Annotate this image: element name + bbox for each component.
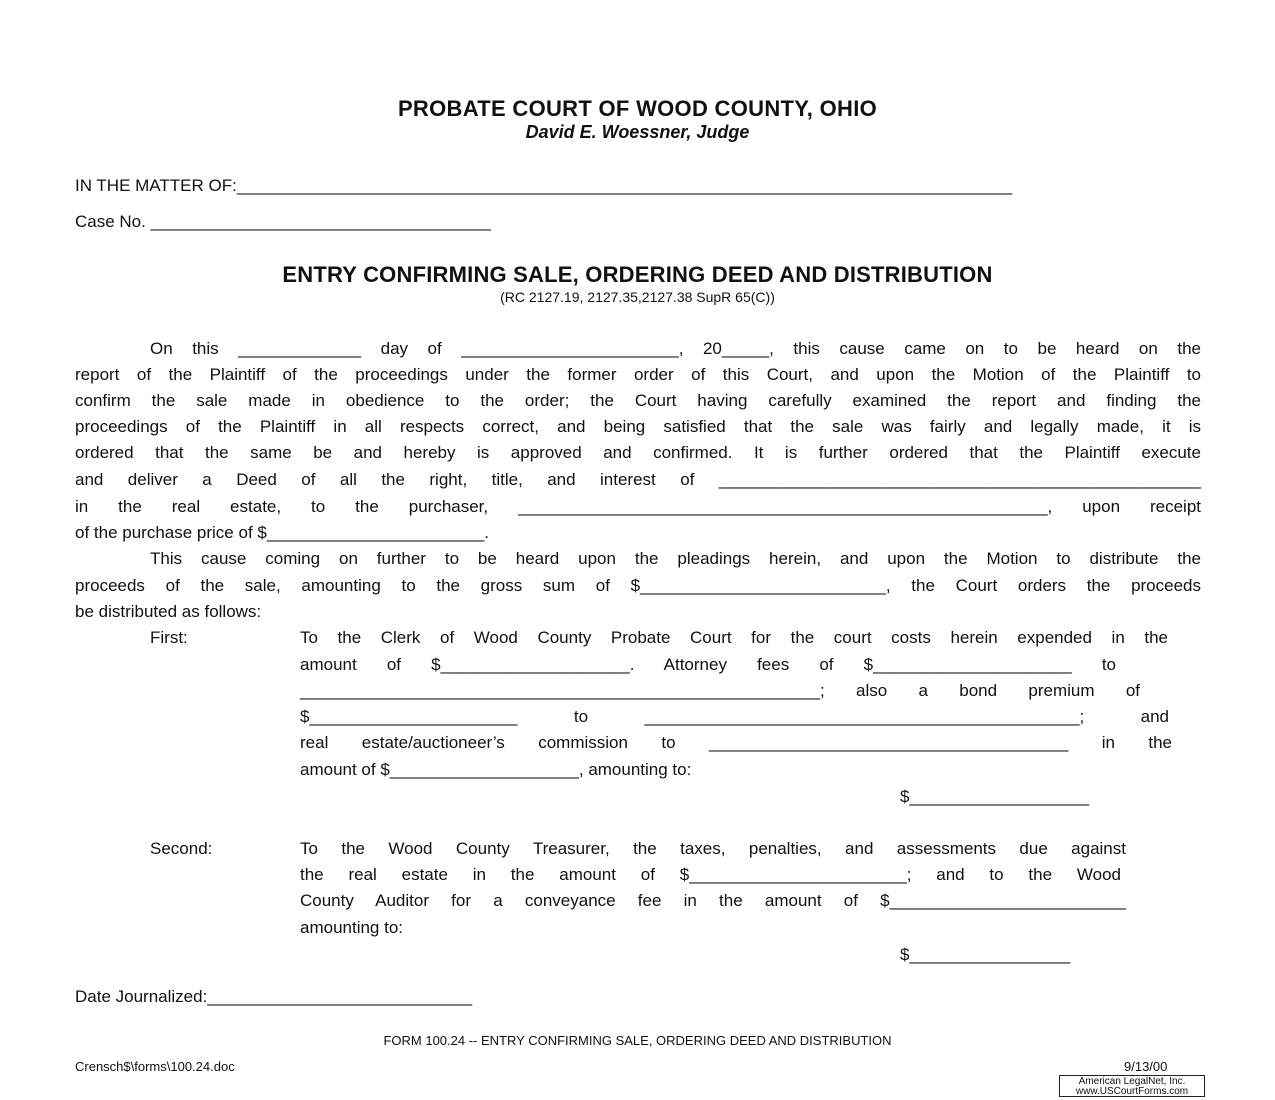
- second-line: County Auditor for a conveyance fee in the amount of $_________________________: [300, 891, 1126, 910]
- statute-reference: (RC 2127.19, 2127.35,2127.38 SupR 65(C)): [500, 289, 775, 305]
- first-line: amount of $____________________. Attorney fees of $_____________________ to: [300, 655, 1116, 674]
- paragraph-line: ordered that the same be and hereby is approved and confirmed. It is further ordered that the Plaintiff execute: [75, 443, 1201, 462]
- second-label: Second:: [150, 839, 213, 858]
- first-line: _______________________________________________________; also a bond premium of: [300, 681, 1140, 700]
- paragraph-line: and deliver a Deed of all the right, title, and interest of ___________________________________________________: [75, 470, 1201, 489]
- date-journalized-field[interactable]: Date Journalized:____________________________: [75, 987, 473, 1006]
- paragraph-line: report of the Plaintiff of the proceedings under the former order of this Court, and upon the Motion of the Plaintiff to: [75, 365, 1201, 384]
- paragraph-line: proceeds of the sale, amounting to the gross sum of $__________________________, the Court orders the proceeds: [75, 576, 1201, 595]
- form-date: 9/13/00: [1124, 1059, 1168, 1074]
- matter-field[interactable]: IN THE MATTER OF:__________________________________________________________________________________: [75, 176, 1013, 195]
- first-label: First:: [150, 628, 188, 647]
- first-line: $______________________ to ______________________________________________; and: [300, 707, 1169, 726]
- publisher-url: www.USCourtForms.com: [1075, 1086, 1189, 1097]
- publisher-name: American LegalNet, Inc.: [1078, 1076, 1186, 1087]
- court-heading: PROBATE COURT OF WOOD COUNTY, OHIO: [397, 96, 878, 121]
- first-line: To the Clerk of Wood County Probate Court for the court costs herein expended in the: [300, 628, 1168, 647]
- first-line: real estate/auctioneer’s commission to ______________________________________ in the: [300, 733, 1172, 752]
- paragraph-line: confirm the sale made in obedience to the order; the Court having carefully examined the report and finding the: [75, 391, 1201, 410]
- second-line: To the Wood County Treasurer, the taxes, penalties, and assessments due against: [300, 839, 1126, 858]
- file-path: Crensch$\forms\100.24.doc: [75, 1059, 235, 1074]
- first-total-field[interactable]: $___________________: [900, 787, 1090, 806]
- paragraph-line: be distributed as follows:: [75, 602, 262, 621]
- paragraph-line: in the real estate, to the purchaser, ________________________________________________________, upon receipt: [75, 497, 1201, 516]
- paragraph-line: On this _____________ day of _______________________, 20_____, this cause came on to be heard on the: [150, 339, 1201, 358]
- publisher-badge: [1059, 1075, 1205, 1097]
- first-line: amount of $____________________, amounting to:: [300, 760, 692, 779]
- second-total-field[interactable]: $_________________: [900, 945, 1071, 964]
- form-title: ENTRY CONFIRMING SALE, ORDERING DEED AND DISTRIBUTION: [282, 262, 993, 287]
- judge-name: David E. Woessner, Judge: [525, 122, 750, 142]
- paragraph-line: This cause coming on further to be heard upon the pleadings herein, and upon the Motion to distribute the: [150, 549, 1201, 568]
- paragraph-line: of the purchase price of $_______________________.: [75, 523, 490, 542]
- second-line: amounting to:: [300, 918, 404, 937]
- case-number-field[interactable]: Case No. ____________________________________: [75, 212, 491, 231]
- paragraph-line: proceedings of the Plaintiff in all respects correct, and being satisfied that the sale was fairly and legally made, it is: [75, 417, 1201, 436]
- second-line: the real estate in the amount of $_______________________; and to the Wood: [300, 865, 1121, 884]
- form-footer-title: FORM 100.24 -- ENTRY CONFIRMING SALE, ORDERING DEED AND DISTRIBUTION: [383, 1033, 892, 1048]
